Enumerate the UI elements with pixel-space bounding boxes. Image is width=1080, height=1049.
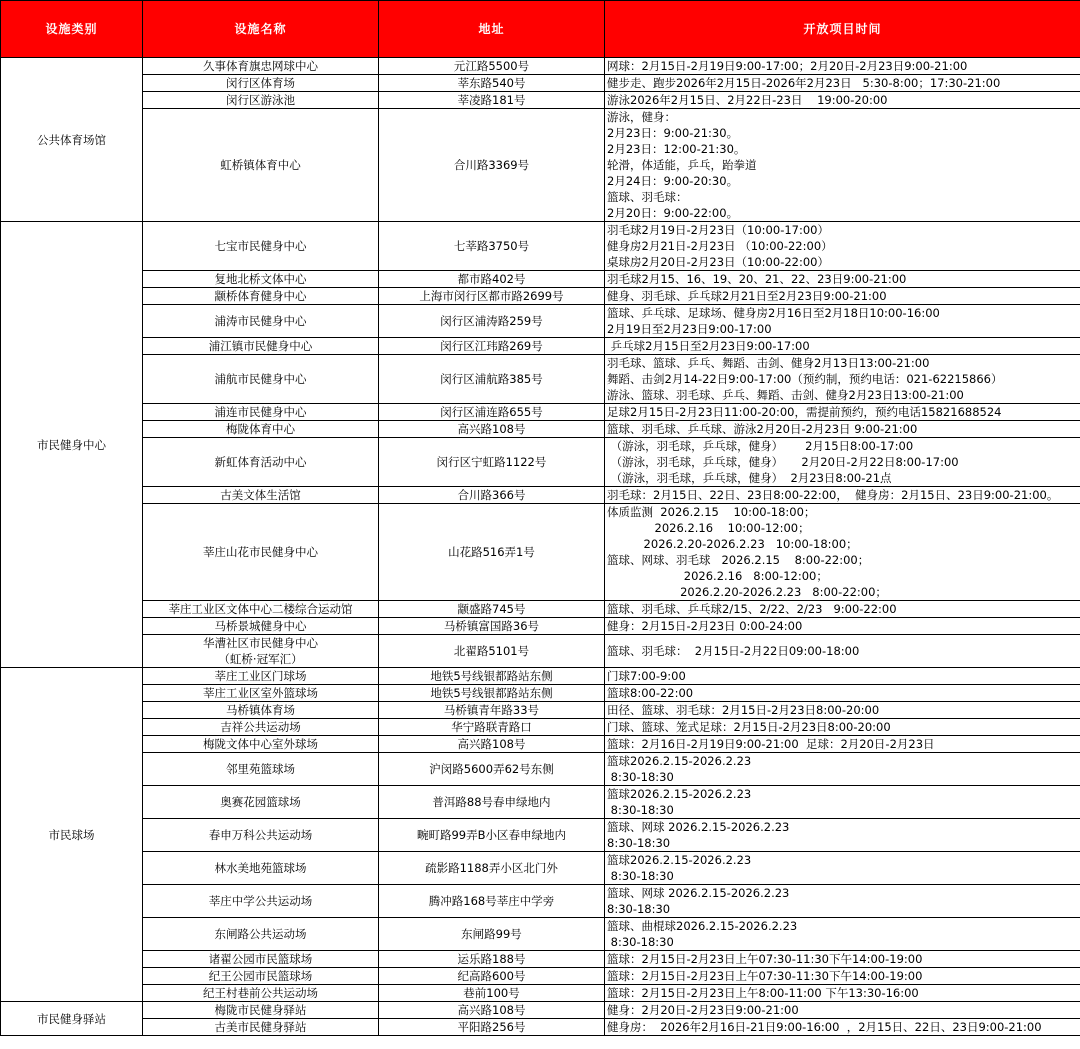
address-cell: 颛盛路745号 <box>379 601 605 618</box>
address-cell: 元江路5500号 <box>379 58 605 75</box>
open-time-line: 田径、篮球、羽毛球：2月15日-2月23日8:00-20:00 <box>607 703 880 717</box>
facility-name: 华漕社区市民健身中心 <box>203 636 318 650</box>
table-row <box>1 355 1080 404</box>
open-time-line: 8:30-18:30 <box>607 836 671 850</box>
facility-name-cell <box>143 668 379 685</box>
facility-name-cell <box>143 305 379 338</box>
facility-name-cell <box>143 702 379 719</box>
open-time-line: （游泳，羽毛球，乒乓球，健身） 2月15日8:00-17:00 <box>607 439 914 453</box>
facility-name-cell <box>143 736 379 753</box>
facility-name: 闵行区体育场 <box>226 76 295 90</box>
table-row <box>1 338 1080 355</box>
open-time-line: 健步走、跑步2026年2月15日-2026年2月23日 5:30-8:00；17:30-21:00 <box>607 76 1001 90</box>
address-cell: 北翟路5101号 <box>379 635 605 668</box>
open-time-line: 健身：2月15日-2月23日 0:00-24:00 <box>607 619 803 633</box>
open-time-cell <box>605 668 1080 685</box>
table-row <box>1 1002 1080 1019</box>
open-time-line: 篮球2026.2.15-2026.2.23 <box>607 754 752 768</box>
facility-name: 颛桥体育健身中心 <box>214 289 307 303</box>
open-time-cell <box>605 985 1080 1002</box>
open-time-cell <box>605 736 1080 753</box>
facility-name-cell <box>143 786 379 819</box>
table-row <box>1 109 1080 222</box>
table-row <box>1 702 1080 719</box>
facility-name: 莘庄工业区门球场 <box>214 669 307 683</box>
facility-name: 林水美地苑篮球场 <box>214 861 307 875</box>
address-cell: 畹町路99弄B小区春申绿地内 <box>379 819 605 852</box>
open-time-line: 游泳、篮球、羽毛球、乒乓、舞蹈、击剑、健身2月23日13:00-21:00 <box>607 388 964 402</box>
category-cell: 市民球场 <box>1 668 143 1002</box>
open-time-cell <box>605 338 1080 355</box>
facility-name-cell <box>143 968 379 985</box>
table-body <box>1 58 1080 1036</box>
open-time-line: （游泳，羽毛球，乒乓球，健身） 2月20日-2月22日8:00-17:00 <box>607 455 959 469</box>
table-row <box>1 753 1080 786</box>
header-open-time: 开放项目时间 <box>605 1 1080 58</box>
facility-name: 古美市民健身驿站 <box>214 1020 307 1034</box>
table-row <box>1 819 1080 852</box>
facility-name: 梅陇市民健身驿站 <box>214 1003 307 1017</box>
open-time-cell <box>605 487 1080 504</box>
open-time-line: 2月19日至2月23日9:00-17:00 <box>607 322 772 336</box>
address-cell: 马桥镇富国路36号 <box>379 618 605 635</box>
address-cell: 闵行区浦航路385号 <box>379 355 605 404</box>
open-time-cell <box>605 504 1080 601</box>
facility-name: 莘庄山花市民健身中心 <box>203 545 318 559</box>
address-cell: 闵行区浦涛路259号 <box>379 305 605 338</box>
open-time-cell <box>605 786 1080 819</box>
facility-name-cell <box>143 75 379 92</box>
facility-name: 复地北桥文体中心 <box>214 272 307 286</box>
table-row <box>1 75 1080 92</box>
facility-name: 纪王公园市民篮球场 <box>208 969 313 983</box>
open-time-line: 篮球、网球 2026.2.15-2026.2.23 <box>607 886 790 900</box>
table-row <box>1 968 1080 985</box>
facility-name: 古美文体生活馆 <box>220 488 301 502</box>
open-time-cell <box>605 918 1080 951</box>
open-time-cell <box>605 305 1080 338</box>
facility-name: 莘庄工业区室外篮球场 <box>203 686 318 700</box>
address-cell: 闵行区浦连路655号 <box>379 404 605 421</box>
open-time-cell <box>605 819 1080 852</box>
open-time-line: 网球：2月15日-2月19日9:00-17:00；2月20日-2月23日9:00-21:00 <box>607 59 968 73</box>
facility-name-cell <box>143 222 379 271</box>
facility-name: 浦江镇市民健身中心 <box>208 339 313 353</box>
facility-name-cell <box>143 885 379 918</box>
open-time-line: 桌球房2月20日-2月23日（10:00-22:00） <box>607 255 829 269</box>
facility-name-cell <box>143 338 379 355</box>
open-time-cell <box>605 685 1080 702</box>
facility-name: 新虹体育活动中心 <box>214 455 307 469</box>
header-category: 设施类别 <box>1 1 143 58</box>
address-cell: 合川路3369号 <box>379 109 605 222</box>
open-time-line: 篮球、羽毛球： 2月15日-2月22日09:00-18:00 <box>607 644 860 658</box>
open-time-cell <box>605 421 1080 438</box>
address-cell: 马桥镇青年路33号 <box>379 702 605 719</box>
open-time-line: 舞蹈、击剑2月14-22日9:00-17:00（预约制，预约电话：021-62215866） <box>607 372 1003 386</box>
header-facility-name: 设施名称 <box>143 1 379 58</box>
open-time-line: 体质监测 2026.2.15 10:00-18:00； <box>607 505 816 519</box>
open-time-line: 2月24日：9:00-20:30。 <box>607 174 739 188</box>
open-time-cell <box>605 618 1080 635</box>
header-row <box>1 1 1080 58</box>
open-time-line: 篮球、羽毛球： <box>607 190 688 204</box>
facility-name: 马桥镇体育场 <box>226 703 295 717</box>
open-time-line: 篮球、曲棍球2026.2.15-2026.2.23 <box>607 919 798 933</box>
open-time-line: 篮球、乒乓球、足球场、健身房2月16日至2月18日10:00-16:00 <box>607 306 940 320</box>
address-cell: 莘凌路181号 <box>379 92 605 109</box>
open-time-line: 游泳2026年2月15日、2月22日-23日 19:00-20:00 <box>607 93 888 107</box>
facility-name: 莘庄工业区文体中心二楼综合运动馆 <box>168 602 353 616</box>
facility-name-cell <box>143 1019 379 1036</box>
open-time-line: 篮球2026.2.15-2026.2.23 <box>607 853 752 867</box>
table-row <box>1 951 1080 968</box>
open-time-line: 羽毛球2月15、16、19、20、21、22、23日9:00-21:00 <box>607 272 907 286</box>
facility-name: 浦航市民健身中心 <box>214 372 307 386</box>
open-time-line: 健身房2月21日-2月23日 （10:00-22:00） <box>607 239 833 253</box>
facility-name-cell <box>143 288 379 305</box>
table-row <box>1 985 1080 1002</box>
facility-name: 七宝市民健身中心 <box>214 239 307 253</box>
address-cell: 高兴路108号 <box>379 1002 605 1019</box>
open-time-line: 羽毛球2月19日-2月23日（10:00-17:00） <box>607 223 829 237</box>
open-time-line: 羽毛球、篮球、乒乓、舞蹈、击剑、健身2月13日13:00-21:00 <box>607 356 930 370</box>
category-cell: 公共体育场馆 <box>1 58 143 222</box>
address-cell: 纪高路600号 <box>379 968 605 985</box>
open-time-cell <box>605 1002 1080 1019</box>
open-time-line: 门球、篮球、笼式足球：2月15日-2月23日8:00-20:00 <box>607 720 891 734</box>
table-row <box>1 719 1080 736</box>
address-cell: 沪闵路5600弄62号东侧 <box>379 753 605 786</box>
open-time-line: 健身、羽毛球、乒乓球2月21日至2月23日9:00-21:00 <box>607 289 887 303</box>
table-row <box>1 852 1080 885</box>
facility-name: （虹桥·冠军汇） <box>218 652 303 666</box>
open-time-cell <box>605 719 1080 736</box>
facility-name-cell <box>143 753 379 786</box>
open-time-line: 8:30-18:30 <box>607 803 674 817</box>
table-row <box>1 421 1080 438</box>
category-cell: 市民健身驿站 <box>1 1002 143 1036</box>
open-time-cell <box>605 58 1080 75</box>
facility-name: 虹桥镇体育中心 <box>220 158 301 172</box>
open-time-line: （游泳，羽毛球，乒乓球，健身） 2月23日8:00-21点 <box>607 471 892 485</box>
facility-name-cell <box>143 985 379 1002</box>
table-row <box>1 668 1080 685</box>
table-row <box>1 404 1080 421</box>
facility-name-cell <box>143 404 379 421</box>
open-time-line: 8:30-18:30 <box>607 935 674 949</box>
open-time-line: 羽毛球：2月15日、22日、23日8:00-22:00， 健身房：2月15日、23日9:00-21:00。 <box>607 488 1059 502</box>
open-time-line: 轮滑，体适能，乒乓，跆拳道 <box>607 158 757 172</box>
facility-name-cell <box>143 951 379 968</box>
address-cell: 运乐路188号 <box>379 951 605 968</box>
open-time-line: 2月20日：9:00-22:00。 <box>607 206 739 220</box>
open-time-line: 足球2月15日-2月23日11:00-20:00，需提前预约，预约电话15821688524 <box>607 405 1002 419</box>
open-time-line: 健身房： 2026年2月16日-21日9:00-16:00 ，2月15日、22日、23日9:00-21:00 <box>607 1020 1042 1034</box>
table-row <box>1 305 1080 338</box>
table-row <box>1 1019 1080 1036</box>
open-time-cell <box>605 1019 1080 1036</box>
facility-name: 纪王村巷前公共运动场 <box>203 986 318 1000</box>
facility-name-cell <box>143 58 379 75</box>
table-row <box>1 487 1080 504</box>
address-cell: 平阳路256号 <box>379 1019 605 1036</box>
open-time-line: 篮球、网球、羽毛球 2026.2.15 8:00-22:00； <box>607 553 870 567</box>
table-row <box>1 92 1080 109</box>
address-cell: 莘东路540号 <box>379 75 605 92</box>
open-time-cell <box>605 968 1080 985</box>
open-time-cell <box>605 635 1080 668</box>
open-time-line: 健身：2月20日-2月23日9:00-21:00 <box>607 1003 799 1017</box>
header-address: 地址 <box>379 1 605 58</box>
table-row <box>1 601 1080 618</box>
open-time-line: 篮球、羽毛球、乒乓球、游泳2月20日-2月23日 9:00-21:00 <box>607 422 918 436</box>
open-time-line: 篮球、羽毛球、乒乓球2/15、2/22、2/23 9:00-22:00 <box>607 602 897 616</box>
category-cell: 市民健身中心 <box>1 222 143 668</box>
facility-name-cell <box>143 635 379 668</box>
open-time-cell <box>605 271 1080 288</box>
facility-name-cell <box>143 487 379 504</box>
open-time-line: 篮球、网球 2026.2.15-2026.2.23 <box>607 820 790 834</box>
table-row <box>1 288 1080 305</box>
facility-name-cell <box>143 504 379 601</box>
facility-name: 东闸路公共运动场 <box>214 927 307 941</box>
facility-name: 莘庄中学公共运动场 <box>208 894 313 908</box>
open-time-line: 篮球：2月15日-2月23日上午07:30-11:30下午14:00-19:00 <box>607 969 923 983</box>
facility-name: 闵行区游泳池 <box>226 93 295 107</box>
facility-name-cell <box>143 109 379 222</box>
open-time-line: 2026.2.16 10:00-12:00； <box>607 521 810 535</box>
facility-name: 诸翟公园市民篮球场 <box>208 952 313 966</box>
address-cell: 闵行区宁虹路1122号 <box>379 438 605 487</box>
table-row <box>1 58 1080 75</box>
table-row <box>1 222 1080 271</box>
facility-name: 马桥景城健身中心 <box>214 619 307 633</box>
facility-name-cell <box>143 421 379 438</box>
address-cell: 巷前100号 <box>379 985 605 1002</box>
open-time-cell <box>605 109 1080 222</box>
facility-name: 浦连市民健身中心 <box>214 405 307 419</box>
table-row <box>1 504 1080 601</box>
address-cell: 高兴路108号 <box>379 736 605 753</box>
facility-name-cell <box>143 719 379 736</box>
open-time-cell <box>605 222 1080 271</box>
address-cell: 山花路516弄1号 <box>379 504 605 601</box>
open-time-line: 2月23日：9:00-21:30。 <box>607 126 739 140</box>
open-time-cell <box>605 885 1080 918</box>
address-cell: 疏影路1188弄小区北门外 <box>379 852 605 885</box>
table-row <box>1 635 1080 668</box>
address-cell: 上海市闵行区都市路2699号 <box>379 288 605 305</box>
facility-name-cell <box>143 819 379 852</box>
open-time-line: 乒乓球2月15日至2月23日9:00-17:00 <box>607 339 810 353</box>
table-row <box>1 736 1080 753</box>
open-time-cell <box>605 92 1080 109</box>
table-row <box>1 438 1080 487</box>
open-time-cell <box>605 75 1080 92</box>
facility-name: 梅陇文体中心室外球场 <box>203 737 318 751</box>
address-cell: 华宁路联青路口 <box>379 719 605 736</box>
address-cell: 普洱路88号春申绿地内 <box>379 786 605 819</box>
facility-name-cell <box>143 1002 379 1019</box>
address-cell: 高兴路108号 <box>379 421 605 438</box>
facility-name-cell <box>143 438 379 487</box>
open-time-line: 篮球2026.2.15-2026.2.23 <box>607 787 752 801</box>
open-time-line: 门球7:00-9:00 <box>607 669 686 683</box>
address-cell: 闵行区江玮路269号 <box>379 338 605 355</box>
facility-name-cell <box>143 685 379 702</box>
facility-name: 邻里苑篮球场 <box>226 762 295 776</box>
address-cell: 合川路366号 <box>379 487 605 504</box>
address-cell: 七莘路3750号 <box>379 222 605 271</box>
open-time-line: 游泳，健身： <box>607 110 676 124</box>
facility-name: 春申万科公共运动场 <box>208 828 313 842</box>
facility-name-cell <box>143 918 379 951</box>
facility-name: 奥赛花园篮球场 <box>220 795 301 809</box>
facility-name-cell <box>143 852 379 885</box>
address-cell: 腾冲路168号莘庄中学旁 <box>379 885 605 918</box>
table-row <box>1 885 1080 918</box>
open-time-cell <box>605 702 1080 719</box>
open-time-cell <box>605 355 1080 404</box>
open-time-line: 8:30-18:30 <box>607 869 674 883</box>
table-row <box>1 786 1080 819</box>
address-cell: 东闸路99号 <box>379 918 605 951</box>
open-time-line: 2026.2.16 8:00-12:00； <box>607 569 828 583</box>
open-time-cell <box>605 753 1080 786</box>
open-time-cell <box>605 601 1080 618</box>
open-time-line: 8:30-18:30 <box>607 770 674 784</box>
open-time-line: 8:30-18:30 <box>607 902 671 916</box>
open-time-cell <box>605 852 1080 885</box>
open-time-cell <box>605 951 1080 968</box>
open-time-cell <box>605 438 1080 487</box>
address-cell: 地铁5号线银都路站东侧 <box>379 668 605 685</box>
open-time-line: 2026.2.20-2026.2.23 8:00-22:00； <box>607 585 887 599</box>
table-row <box>1 918 1080 951</box>
facility-name-cell <box>143 271 379 288</box>
facility-name-cell <box>143 618 379 635</box>
open-time-cell <box>605 288 1080 305</box>
facility-name-cell <box>143 355 379 404</box>
open-time-cell <box>605 404 1080 421</box>
open-time-line: 2026.2.20-2026.2.23 10:00-18:00； <box>607 537 858 551</box>
address-cell: 都市路402号 <box>379 271 605 288</box>
facility-name: 梅陇体育中心 <box>226 422 295 436</box>
table-row <box>1 618 1080 635</box>
facility-name: 吉祥公共运动场 <box>220 720 301 734</box>
facility-name: 久事体育旗忠网球中心 <box>203 59 318 73</box>
open-time-line: 篮球：2月16日-2月19日9:00-21:00 足球：2月20日-2月23日 <box>607 737 935 751</box>
facility-name: 浦涛市民健身中心 <box>214 314 307 328</box>
table-row <box>1 685 1080 702</box>
open-time-line: 篮球：2月15日-2月23日上午8:00-11:00 下午13:30-16:00 <box>607 986 919 1000</box>
open-time-line: 篮球：2月15日-2月23日上午07:30-11:30下午14:00-19:00 <box>607 952 923 966</box>
address-cell: 地铁5号线银都路站东侧 <box>379 685 605 702</box>
open-time-line: 2月23日：12:00-21:30。 <box>607 142 746 156</box>
facility-name-cell <box>143 92 379 109</box>
facility-name-cell <box>143 601 379 618</box>
table-row <box>1 271 1080 288</box>
open-time-line: 篮球8:00-22:00 <box>607 686 694 700</box>
